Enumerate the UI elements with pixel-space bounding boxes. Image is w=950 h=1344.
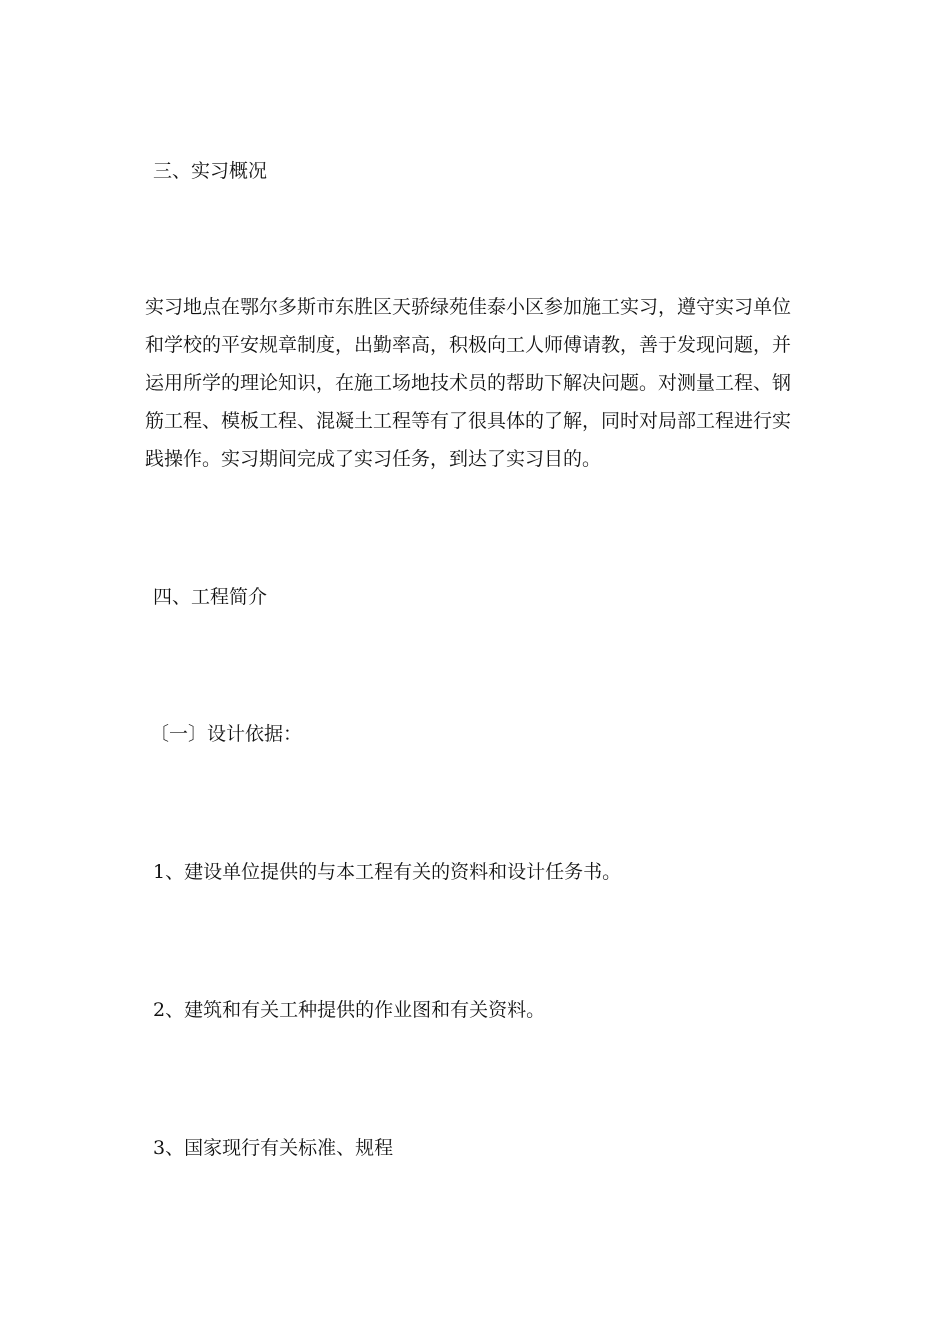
list-item: 3、国家现行有关标准、规程 bbox=[153, 1137, 394, 1159]
paragraph-line: 运用所学的理论知识，在施工场地技术员的帮助下解决问题。对测量工程、钢 bbox=[145, 372, 792, 394]
subheading-design-basis: 〔一〕设计依据： bbox=[150, 723, 303, 745]
paragraph-line: 践操作。实习期间完成了实习任务，到达了实习目的。 bbox=[145, 448, 602, 470]
section-heading-4: 四、工程简介 bbox=[153, 586, 268, 608]
paragraph-line: 实习地点在鄂尔多斯市东胜区天骄绿苑佳泰小区参加施工实习，遵守实习单位 bbox=[145, 296, 792, 318]
paragraph-line: 和学校的平安规章制度，出勤率高，积极向工人师傅请教，善于发现问题，并 bbox=[145, 334, 792, 356]
list-item: 1、建设单位提供的与本工程有关的资料和设计任务书。 bbox=[153, 861, 622, 883]
list-item: 2、建筑和有关工种提供的作业图和有关资料。 bbox=[153, 999, 546, 1021]
paragraph-line: 筋工程、模板工程、混凝土工程等有了很具体的了解，同时对局部工程进行实 bbox=[145, 410, 792, 432]
section-heading-3: 三、实习概况 bbox=[153, 160, 268, 182]
